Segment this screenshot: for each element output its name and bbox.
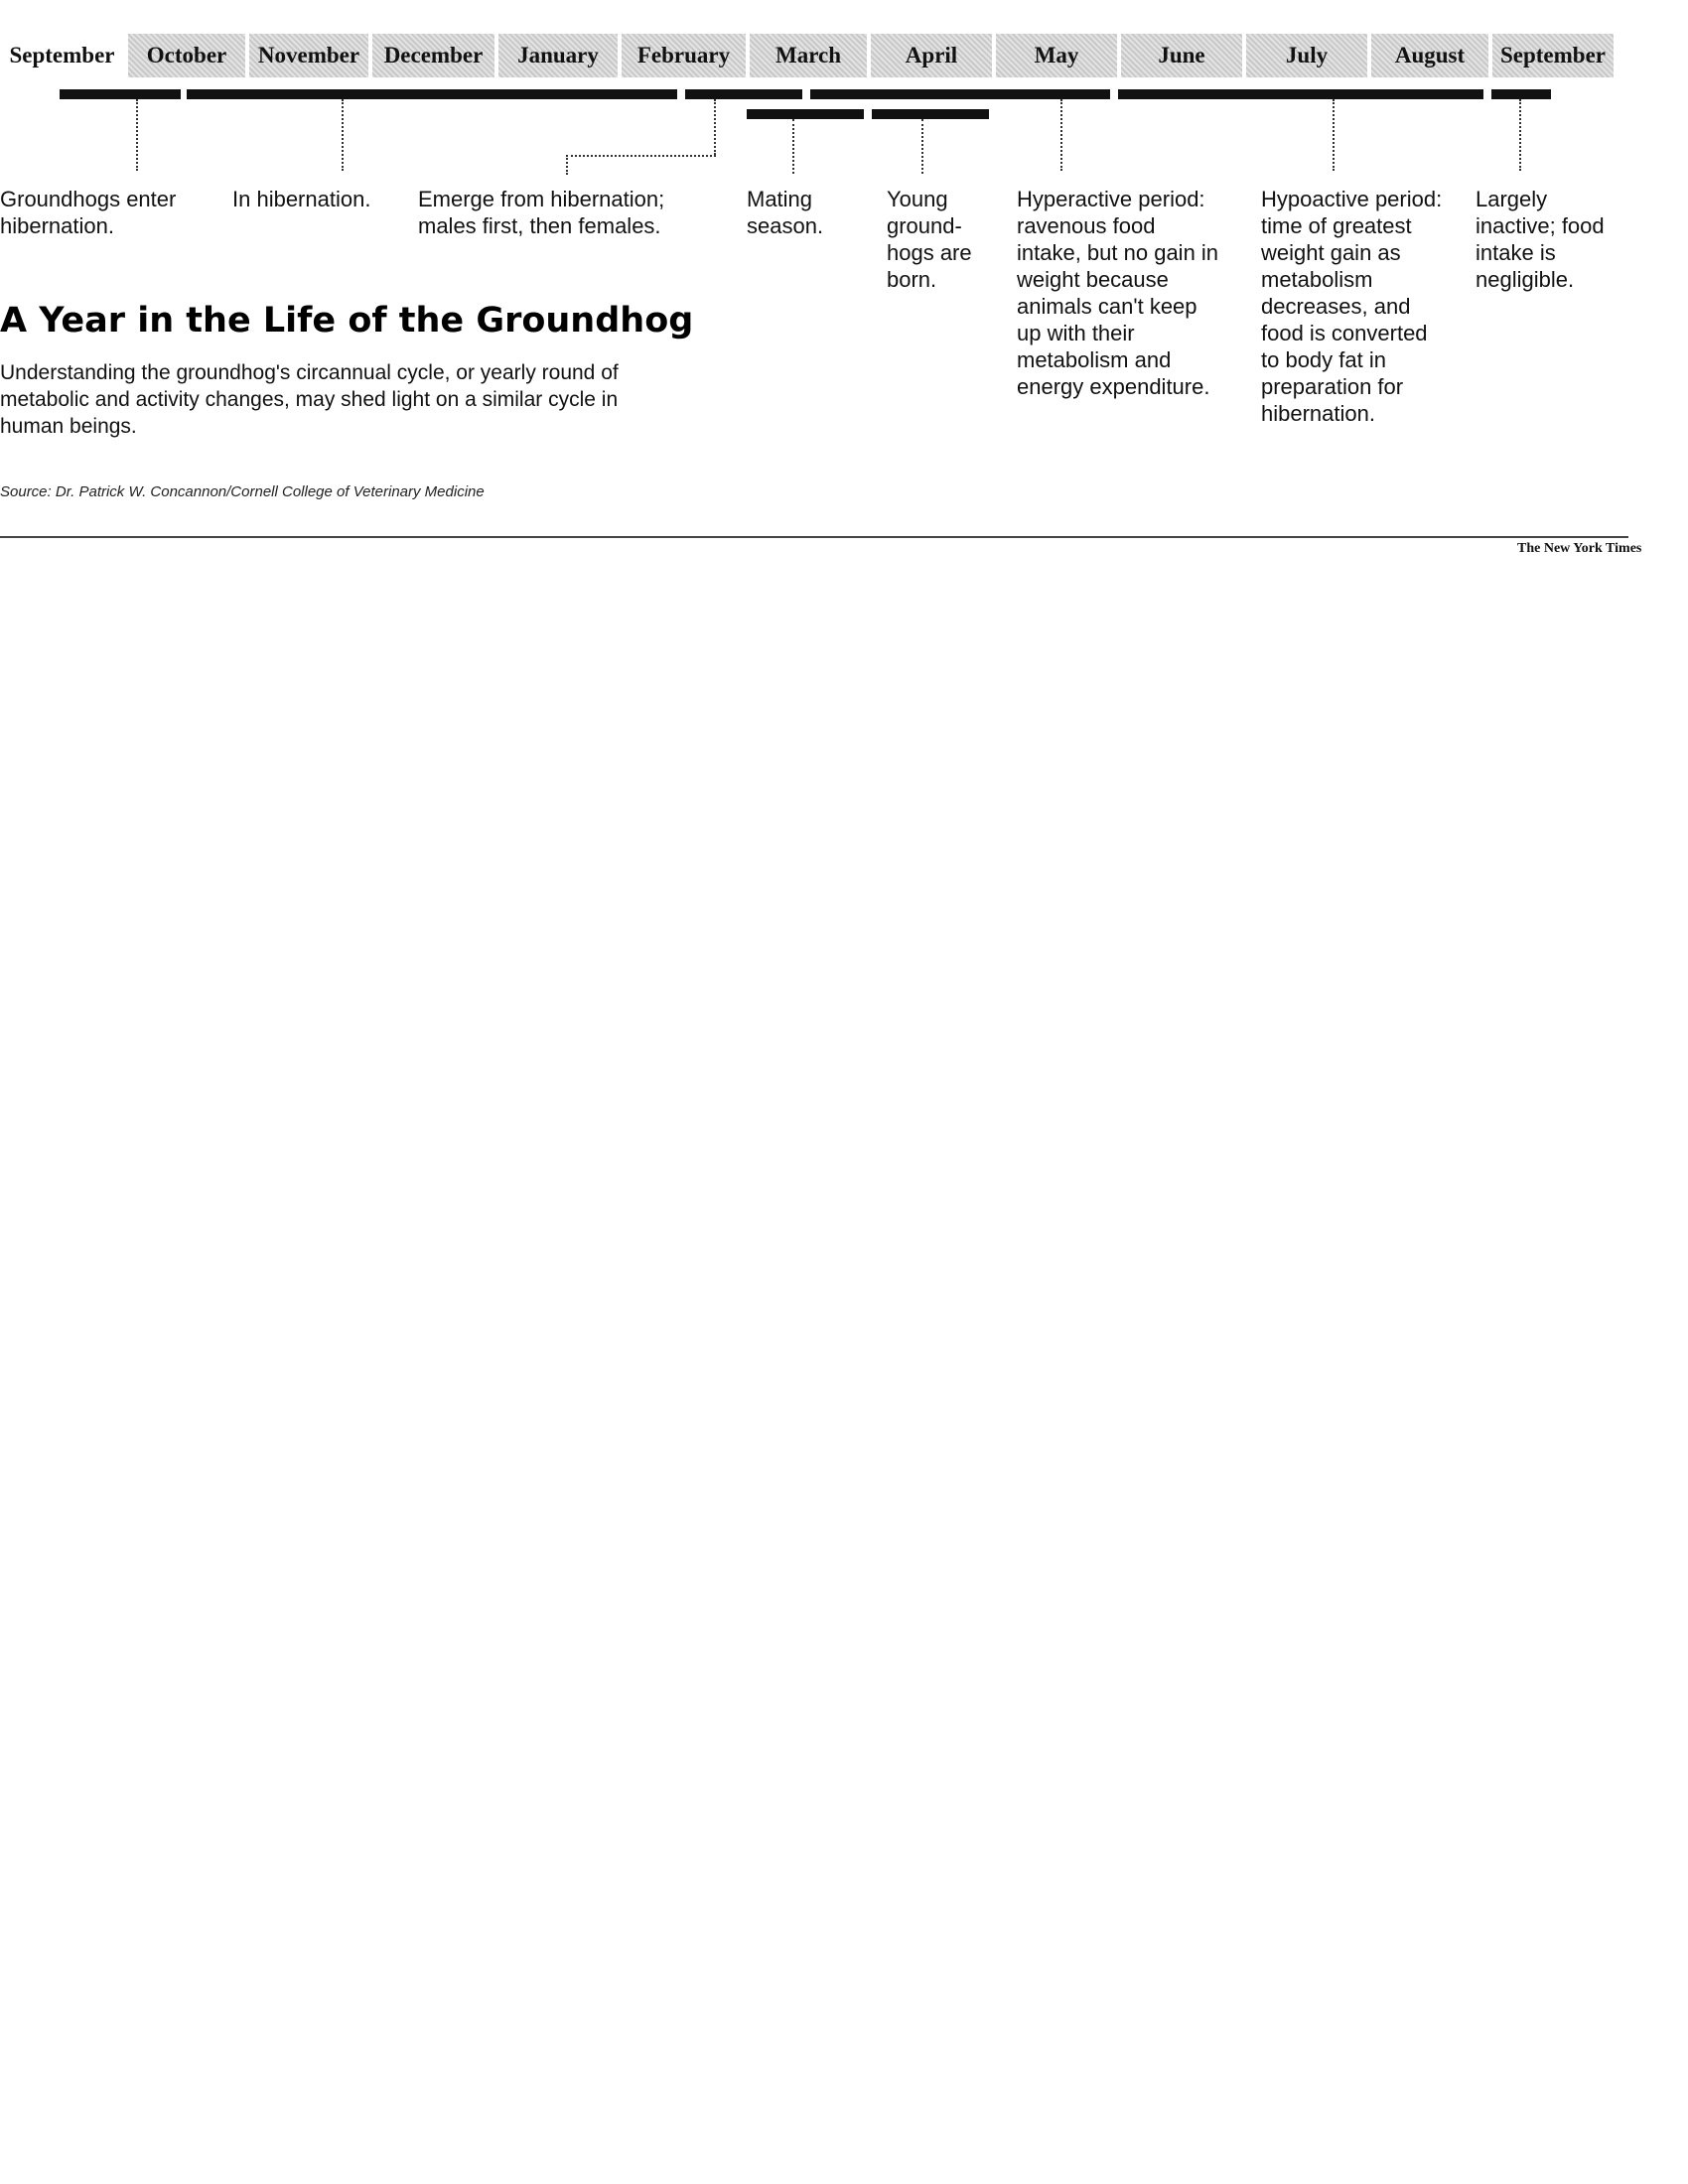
label-young-born: Young ground- hogs are born. [887,187,972,292]
month-december: December [372,34,494,77]
label-inactive: Largely inactive; food intake is negligible. [1476,187,1605,292]
timeline [0,0,1688,199]
label-emerge: Emerge from hibernation; males first, then females. [418,187,665,238]
month-may: May [996,34,1117,77]
month-january: January [498,34,618,77]
month-november: November [249,34,368,77]
bar-young-born [872,109,989,119]
connector-hyperactive [1060,99,1062,171]
month-september-end: September [1492,34,1614,77]
month-february: February [622,34,746,77]
label-mating: Mating season. [747,187,824,238]
bar-mating [747,109,864,119]
publication-credit: The New York Times [1517,541,1642,556]
connector-mating [792,119,794,174]
bar-inactive [1491,89,1551,99]
month-october: October [128,34,245,77]
source-credit: Source: Dr. Patrick W. Concannon/Cornell College of Veterinary Medicine [0,483,485,500]
connector-enter-hibernation [136,99,138,171]
label-hyperactive: Hyperactive period: ravenous food intake, but no gain in weight because animals can't keep up with their metabolism and energy expenditure. [1017,187,1219,399]
month-june: June [1121,34,1242,77]
connector-hypoactive [1333,99,1335,171]
connector-in-hibernation [342,99,344,171]
bottom-rule [0,536,1628,538]
graphic-subtitle: Understanding the groundhog's circannual cycle, or yearly round of metabolic and activity changes, may shed light on a similar cycle in human beings. [0,361,619,438]
month-august: August [1371,34,1488,77]
bar-enter-hibernation [60,89,181,99]
label-enter-hibernation: Groundhogs enter hibernation. [0,187,177,238]
bar-in-hibernation [187,89,677,99]
label-in-hibernation: In hibernation. [232,187,371,211]
month-september-start: September [0,34,124,77]
month-march: March [750,34,867,77]
connector-emerge-drop [714,99,716,155]
month-july: July [1246,34,1367,77]
connector-inactive [1519,99,1521,171]
connector-emerge-across [566,155,716,157]
graphic-title: A Year in the Life of the Groundhog [0,301,694,341]
label-hypoactive: Hypoactive period: time of greatest weight gain as metabolism decreases, and food is converted to body fat in preparation for hibernation. [1261,187,1443,426]
connector-young-born [921,119,923,174]
connector-emerge-down [566,155,568,175]
bar-emerge [685,89,802,99]
bar-hyperactive [810,89,1110,99]
month-april: April [871,34,992,77]
bar-hypoactive [1118,89,1483,99]
